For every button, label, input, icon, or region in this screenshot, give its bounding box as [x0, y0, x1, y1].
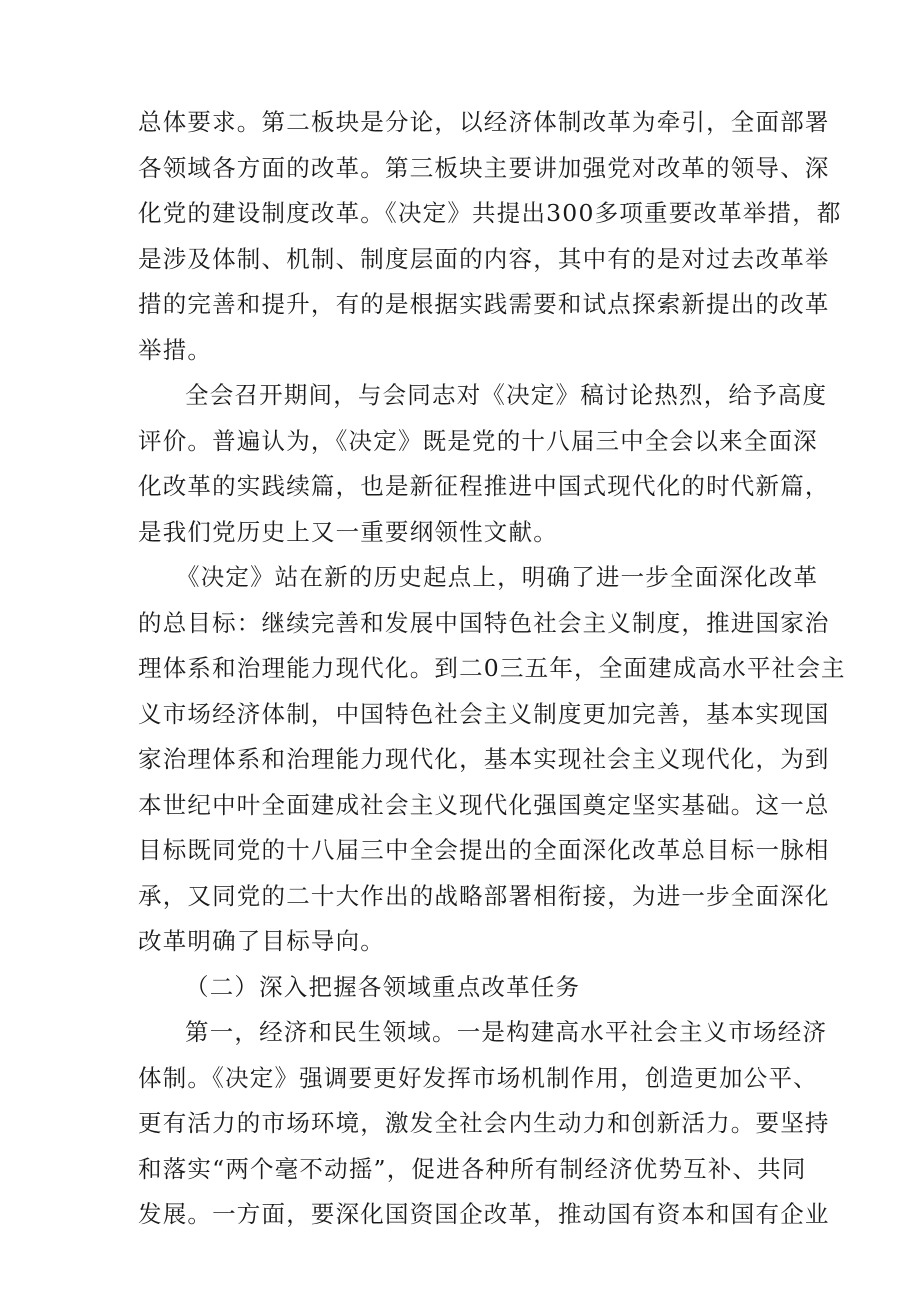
text-line: 目标既同党的十八届三中全会提出的全面深化改革总目标一脉相: [138, 836, 830, 864]
text-line: 措的完善和提升，有的是根据实践需要和试点探索新提出的改革: [138, 290, 830, 318]
text-line: 家治理体系和治理能力现代化，基本实现社会主义现代化，为到: [138, 745, 830, 773]
text-line: 化党的建设制度改革。《决定》共提出300多项重要改革举措，都: [138, 199, 842, 227]
section-heading: （二）深入把握各领域重点改革任务: [185, 972, 581, 1001]
text-line: 总体要求。第二板块是分论，以经济体制改革为牵引，全面部署: [138, 108, 830, 136]
text-line: 本世纪中叶全面建成社会主义现代化强国奠定坚实基础。这一总: [138, 790, 830, 819]
text-line: 是涉及体制、机制、制度层面的内容，其中有的是对过去改革举: [138, 244, 830, 273]
text-line: 是我们党历史上又一重要纲领性文献。: [138, 517, 558, 546]
text-line: 第一，经济和民生领域。一是构建高水平社会主义市场经济: [185, 1018, 828, 1046]
text-line: 《决定》站在新的历史起点上，明确了进一步全面深化改革: [176, 563, 819, 591]
text-line: 评价。普遍认为，《决定》既是党的十八届三中全会以来全面深: [138, 426, 818, 455]
text-line: 各领域各方面的改革。第三板块主要讲加强党对改革的领导、深: [138, 153, 830, 182]
text-line: 义市场经济体制，中国特色社会主义制度更加完善，基本实现国: [138, 699, 830, 728]
text-line: 承，又同党的二十大作出的战略部署相衔接，为进一步全面深化: [138, 881, 830, 910]
text-line: 理体系和治理能力现代化。到二0三五年，全面建成高水平社会主: [138, 654, 846, 682]
text-line: 全会召开期间，与会同志对《决定》稿讨论热烈，给予高度: [185, 381, 828, 409]
document-body: [138, 100, 846, 1238]
text-line: 更有活力的市场环境，激发全社会内生动力和创新活力。要坚持: [138, 1109, 830, 1137]
text-line: 化改革的实践续篇，也是新征程推进中国式现代化的时代新篇，: [138, 472, 830, 500]
text-line: 体制。《决定》强调要更好发挥市场机制作用，创造更加公平、: [138, 1063, 818, 1092]
text-line: 改革明确了目标导向。: [138, 927, 385, 955]
text-line: 的总目标：继续完善和发展中国特色社会主义制度，推进国家治: [138, 608, 830, 637]
text-line: 发展。一方面，要深化国资国企改革，推动国有资本和国有企业: [138, 1200, 830, 1228]
text-line: 举措。: [138, 335, 213, 364]
text-line: 和落实“两个毫不动摇”，促进各种所有制经济优势互补、共同: [138, 1154, 807, 1183]
